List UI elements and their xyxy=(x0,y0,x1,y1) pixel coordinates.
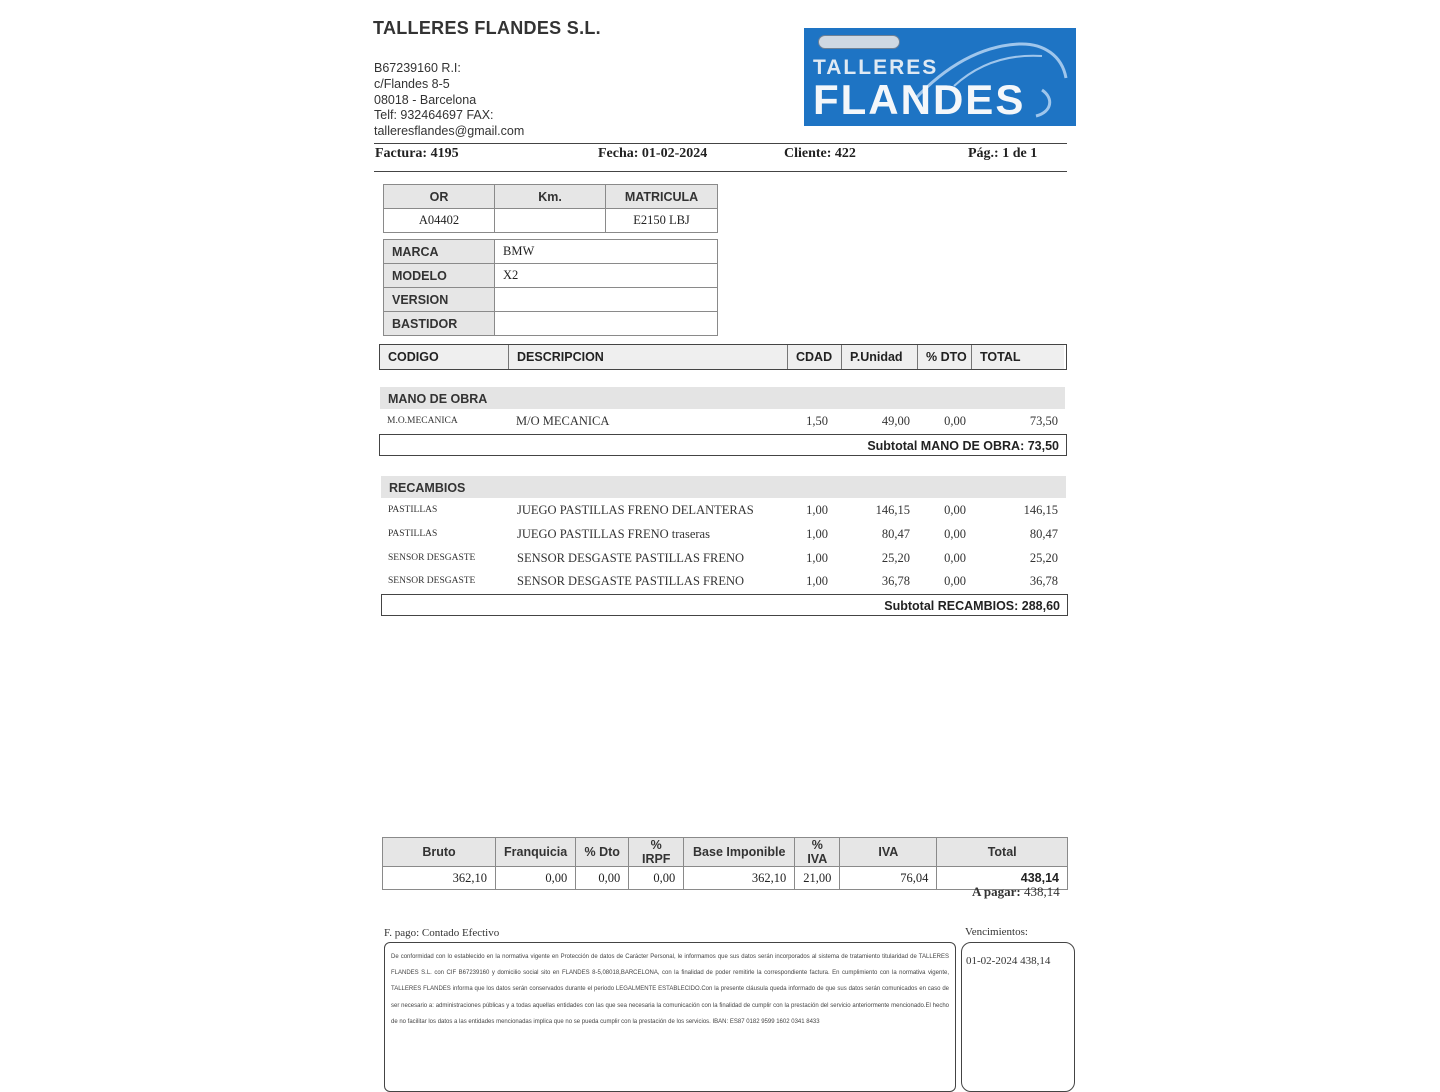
logo-badge xyxy=(818,35,900,49)
item-unit-price: 36,78 xyxy=(881,574,910,588)
company-name: TALLERES FLANDES S.L. xyxy=(373,18,601,38)
company-logo xyxy=(804,28,1076,126)
totals-header-dto: % Dto xyxy=(576,838,629,867)
company-email: talleresflandes@gmail.com xyxy=(374,124,525,139)
item-description: SENSOR DESGASTE PASTILLAS FRENO xyxy=(517,574,745,588)
vehicle-details-table xyxy=(383,239,718,336)
totals-dto: 0,00 xyxy=(576,867,629,890)
col-descripcion: DESCRIPCION xyxy=(509,345,788,369)
item-discount: 0,00 xyxy=(944,551,966,565)
legal-notice-text: De conformidad con lo establecido en la normativa vigente en Protección de datos de Carácter Personal, le informamos que sus datos serán incorporados al sistema de tratamiento titularidad de TALLERES FLANDES S.L. con CIF B67239160 y domicilio social sito en FLANDES 8-5,08018,BARCELONA, con la finalidad de poder remitirle la correspondiente factura. En cumplimiento con la normativa vigente, TALLERES FLANDES informa que los datos serán conservados durante el periodo LEGALMENTE ESTABLECIDO.Con la presente cláusula queda informado de que sus datos serán comunicados en caso de ser necesario a: administraciones públicas y a todas aquellas entidades con las que sea necesaria la comunicación con la finalidad de cumplir con la prestación del servicio anteriormente mencionado.El hecho de no facilitar los datos a las entidades mencionadas implica que no se pueda cumplir con la prestación de los servicios. IBAN: ES87 0182 9599 1602 0341 8433 xyxy=(391,954,949,1025)
item-unit-price: 146,15 xyxy=(875,503,910,517)
totals-table xyxy=(382,837,1068,890)
modelo-value: X2 xyxy=(495,264,718,288)
amount-due-label: A pagar: xyxy=(972,884,1021,899)
bastidor-value xyxy=(495,312,718,336)
company-street: c/Flandes 8-5 xyxy=(374,76,450,91)
km-value xyxy=(495,209,606,233)
item-code: SENSOR DESGASTE xyxy=(388,553,476,563)
or-value: A04402 xyxy=(384,209,495,233)
item-quantity: 1,00 xyxy=(806,503,828,517)
item-discount: 0,00 xyxy=(944,527,966,541)
logo-text-talleres: TALLERES xyxy=(813,56,939,79)
section-recambios: RECAMBIOS xyxy=(381,476,1066,498)
totals-iva: 76,04 xyxy=(840,867,937,890)
item-unit-price: 49,00 xyxy=(881,414,910,428)
vehicle-id-table xyxy=(383,184,718,233)
due-dates-box xyxy=(961,942,1075,1092)
due-dates-label: Vencimientos: xyxy=(965,926,1028,938)
bastidor-label: BASTIDOR xyxy=(384,312,495,336)
item-code: PASTILLAS xyxy=(388,529,438,539)
line-item-row xyxy=(0,527,1440,547)
matricula-value: E2150 LBJ xyxy=(606,209,718,233)
version-value xyxy=(495,288,718,312)
totals-header-total: Total xyxy=(937,838,1068,867)
item-code: SENSOR DESGASTE xyxy=(388,576,476,586)
col-total: TOTAL xyxy=(972,345,1064,369)
item-total: 25,20 xyxy=(1029,551,1058,565)
version-label: VERSION xyxy=(384,288,495,312)
item-code: PASTILLAS xyxy=(388,505,438,515)
company-city: 08018 - Barcelona xyxy=(374,92,477,107)
item-discount: 0,00 xyxy=(944,503,966,517)
marca-value: BMW xyxy=(495,240,718,264)
totals-pct-iva: 21,00 xyxy=(795,867,840,890)
logo-text-flandes: FLANDES xyxy=(813,76,1026,123)
line-item-row xyxy=(0,414,1440,434)
item-description: JUEGO PASTILLAS FRENO DELANTERAS xyxy=(517,503,754,517)
item-quantity: 1,00 xyxy=(806,574,828,588)
item-total: 80,47 xyxy=(1029,527,1058,541)
header-top-rule xyxy=(374,143,1067,144)
item-description: JUEGO PASTILLAS FRENO traseras xyxy=(517,527,710,541)
totals-header-pct-iva: % IVA xyxy=(795,838,840,867)
invoice-date: Fecha: 01-02-2024 xyxy=(598,146,708,161)
totals-base: 362,10 xyxy=(684,867,795,890)
totals-header-franquicia: Franquicia xyxy=(496,838,576,867)
company-cif: B67239160 R.I: xyxy=(374,61,461,75)
marca-label: MARCA xyxy=(384,240,495,264)
item-total: 146,15 xyxy=(1023,503,1058,517)
subtotal-mano-de-obra: Subtotal MANO DE OBRA: 73,50 xyxy=(379,434,1067,456)
item-total: 36,78 xyxy=(1029,574,1058,588)
line-item-row xyxy=(0,503,1440,523)
col-codigo: CODIGO xyxy=(380,345,509,369)
modelo-label: MODELO xyxy=(384,264,495,288)
totals-franquicia: 0,00 xyxy=(496,867,576,890)
item-code: M.O.MECANICA xyxy=(387,416,458,426)
totals-header-bruto: Bruto xyxy=(383,838,496,867)
col-cdad: CDAD xyxy=(788,345,842,369)
totals-bruto: 362,10 xyxy=(383,867,496,890)
km-label: Km. xyxy=(495,185,606,209)
matricula-label: MATRICULA xyxy=(606,185,718,209)
item-discount: 0,00 xyxy=(944,574,966,588)
company-address xyxy=(374,61,524,140)
item-quantity: 1,50 xyxy=(806,414,828,428)
item-quantity: 1,00 xyxy=(806,527,828,541)
item-discount: 0,00 xyxy=(944,414,966,428)
line-item-row xyxy=(0,574,1440,594)
item-quantity: 1,00 xyxy=(806,551,828,565)
item-description: M/O MECANICA xyxy=(516,414,610,428)
totals-total: 438,14 xyxy=(937,867,1068,890)
item-description: SENSOR DESGASTE PASTILLAS FRENO xyxy=(517,551,745,565)
col-dto: % DTO xyxy=(918,345,972,369)
company-phone: Telf: 932464697 FAX: xyxy=(374,108,494,123)
page-number: Pág.: 1 de 1 xyxy=(968,146,1038,161)
payment-method: F. pago: Contado Efectivo xyxy=(384,927,500,939)
totals-header-iva: IVA xyxy=(840,838,937,867)
invoice-number: Factura: 4195 xyxy=(375,146,459,161)
subtotal-recambios: Subtotal RECAMBIOS: 288,60 xyxy=(381,594,1068,616)
line-items-header xyxy=(379,344,1067,370)
col-punidad: P.Unidad xyxy=(842,345,918,369)
totals-header-irpf: % IRPF xyxy=(629,838,684,867)
or-label: OR xyxy=(384,185,495,209)
client-number: Cliente: 422 xyxy=(784,146,856,161)
amount-due-value: 438,14 xyxy=(1024,884,1060,899)
totals-header-base: Base Imponible xyxy=(684,838,795,867)
legal-notice-box xyxy=(384,942,956,1092)
header-bottom-rule xyxy=(374,171,1067,172)
section-mano-de-obra: MANO DE OBRA xyxy=(380,387,1065,409)
item-unit-price: 25,20 xyxy=(881,551,910,565)
totals-irpf: 0,00 xyxy=(629,867,684,890)
item-total: 73,50 xyxy=(1029,414,1058,428)
due-date-entry: 01-02-2024 438,14 xyxy=(966,955,1051,967)
amount-due xyxy=(972,884,1060,900)
item-unit-price: 80,47 xyxy=(881,527,910,541)
line-item-row xyxy=(0,551,1440,571)
